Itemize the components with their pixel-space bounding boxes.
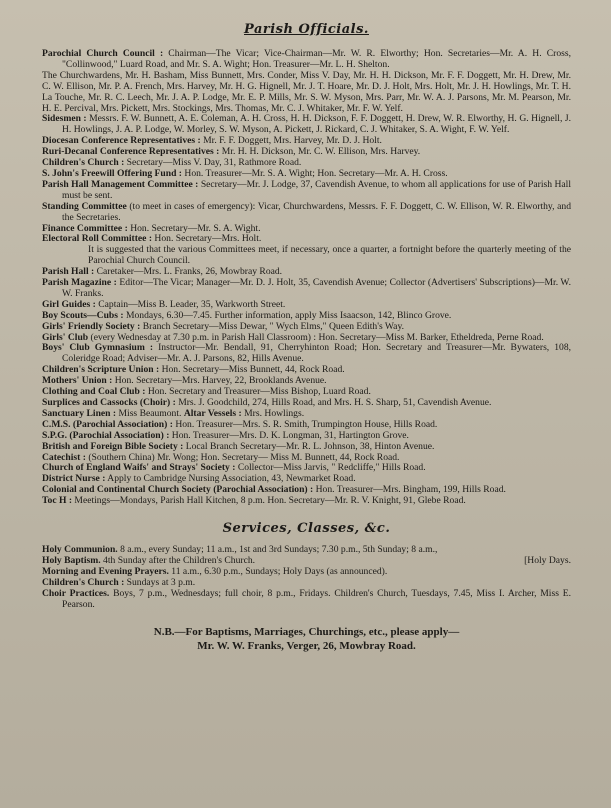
entry-childrens-church: Children's Church : Secretary—Miss V. Day, 31, Rathmore Road. bbox=[42, 157, 302, 169]
entry-district-nurse: District Nurse : Apply to Cambridge Nursing Association, 43, Newmarket Road. bbox=[42, 473, 356, 485]
committee-note: It is suggested that the various Committees meet, if necessary, once a quarter, a fortnight before the quarterly meeting of the Parochial Church Council. bbox=[88, 244, 571, 267]
entry-parish-magazine: Parish Magazine : Editor—The Vicar; Manager—Mr. D. J. Holt, 35, Cavendish Avenue; Collector (Advertisers' Subscriptions)—Mr. W. W. Franks. bbox=[42, 277, 572, 299]
nb-line-2: Mr. W. W. Franks, Verger, 26, Mowbray Road. bbox=[197, 639, 416, 652]
entry-finance-committee: Finance Committee : Hon. Secretary—Mr. S. A. Wight. bbox=[42, 222, 261, 234]
entry-mothers-union: Mothers' Union : Hon. Secretary—Mrs. Harvey, 22, Brooklands Avenue. bbox=[42, 375, 327, 387]
service-childrens-church: Children's Church : Sundays at 3 p.m. bbox=[42, 576, 196, 588]
entry-clothing-coal-club: Clothing and Coal Club : Hon. Secretary and Treasurer—Miss Bishop, Luard Road. bbox=[42, 386, 371, 398]
entry-girls-club: Girls' Club (every Wednesday at 7.30 p.m. in Parish Hall Classroom) : Hon. Secretary—Miss M. Barker, Etheldreda, Perne Road. bbox=[42, 331, 544, 343]
entry-girl-guides: Girl Guides : Captain—Miss B. Leader, 35, Warkworth Street. bbox=[42, 298, 286, 310]
page-title: Parish Officials. bbox=[244, 22, 369, 37]
holy-days-continuation: [Holy Days. bbox=[524, 554, 571, 566]
entry-ruri-decanal-conference: Ruri-Decanal Conference Representatives : Mr. H. H. Dickson, Mr. C. W. Ellison, Mrs. Harvey. bbox=[42, 146, 421, 158]
entry-electoral-roll: Electoral Roll Committee : Hon. Secretary—Mrs. Holt. bbox=[42, 233, 262, 245]
entry-cms: C.M.S. (Parochial Association) : Hon. Treasurer—Mrs. S. R. Smith, Trumpington House, Hills Road. bbox=[42, 418, 438, 430]
entry-bible-society: British and Foreign Bible Society : Local Branch Secretary—Mr. R. L. Johnson, 38, Hinton Avenue. bbox=[42, 440, 435, 452]
service-holy-communion: Holy Communion. 8 a.m., every Sunday; 11 a.m., 1st and 3rd Sundays; 7.30 p.m., 5th Sunday; 8 a.m., bbox=[42, 544, 438, 556]
services-list bbox=[42, 545, 571, 610]
entry-surplices-cassocks: Surplices and Cassocks (Choir) : Mrs. J. Goodchild, 274, Hills Road, and Mrs. H. S. Sharp, 51, Cavendish Avenue. bbox=[42, 397, 492, 408]
service-choir-practices: Choir Practices. Boys, 7 p.m., Wednesdays; full choir, 8 p.m., Fridays. Children's Church, Tuesdays, 7.45, Miss I. Archer, Miss E. Pearson. bbox=[42, 587, 571, 610]
entry-colonial-continental: Colonial and Continental Church Society (Parochial Association) : Hon. Treasurer—Mrs. Bingham, 199, Hills Road. bbox=[42, 484, 506, 496]
services-title: Services, Classes, &c. bbox=[222, 521, 391, 537]
entry-scripture-union: Children's Scripture Union : Hon. Secretary—Miss Bunnett, 44, Rock Road. bbox=[42, 364, 345, 376]
entry-freewill-offering: S. John's Freewill Offering Fund : Hon. Treasurer—Mr. S. A. Wight; Hon. Secretary—Mr. A. H. Cross. bbox=[42, 167, 448, 179]
entry-sidesmen: Sidesmen : Messrs. F. W. Bunnett, A. E. Coleman, A. H. Cross, H. H. Dickson, F. F. Doggett, H. Drew, W. R. Elworthy, H. G. Hignell, J. H. Howlings, J. A. P. Lodge, W. Morley, S. W. Myson, A. Pickett, J. Rickard, C. J. Whitaker, S. A. Wight, F. W. Yelf. bbox=[42, 113, 571, 136]
entry-diocesan-conference: Diocesan Conference Representatives : Mr. F. F. Doggett, Mrs. Harvey, Mr. D. J. Holt. bbox=[42, 135, 382, 147]
officials-list bbox=[42, 49, 571, 507]
entry-boy-scouts: Boy Scouts—Cubs : Mondays, 6.30—7.45. Further information, apply Miss Isaacson, 142, Blinco Grove. bbox=[42, 309, 452, 321]
entry-toc-h: Toc H : Meetings—Mondays, Parish Hall Kitchen, 8 p.m. Hon. Secretary—Mr. R. V. Knight, 91, Glebe Road. bbox=[42, 495, 466, 507]
service-morning-evening-prayers: Morning and Evening Prayers. 11 a.m., 6.30 p.m., Sundays; Holy Days (as announced). bbox=[42, 565, 388, 577]
entry-waifs-strays: Church of England Waifs' and Strays' Society : Collector—Miss Jarvis, " Redcliffe," Hills Road. bbox=[42, 462, 426, 474]
nb-notice bbox=[42, 625, 571, 653]
service-holy-baptism: Holy Baptism. 4th Sunday after the Children's Church. [Holy Days. bbox=[42, 554, 571, 566]
entry-catechist: Catechist : (Southern China) Mr. Wong; Hon. Secretary— Miss M. Bunnett, 44, Rock Road. bbox=[42, 451, 400, 463]
entry-standing-committee: Standing Committee (to meet in cases of emergency): Vicar, Churchwardens, Messrs. F. F. Doggett, C. W. Ellison, W. R. Elworthy, and the Secretaries. bbox=[42, 200, 571, 223]
entry-parish-hall-committee: Parish Hall Management Committee : Secretary—Mr. J. Lodge, 37, Cavendish Avenue, to whom all applications for use of Parish Hall must be sent. bbox=[42, 178, 571, 201]
nb-line-1: N.B.—For Baptisms, Marriages, Churchings, etc., please apply— bbox=[153, 625, 460, 638]
entry-boys-club-gymnasium: Boys' Club Gymnasium : Instructor—Mr. Bendall, 91, Cherryhinton Road; Hon. Secretary and Treasurer—Mr. Bywaters, 108, Coleridge Road; Adviser—Mr. A. J. Parsons, 82, Hills Avenue. bbox=[42, 342, 572, 365]
entry-parochial-church-council: Parochial Church Council : Chairman—The Vicar; Vice-Chairman—Mr. W. R. Elworthy; Hon. Secretaries—Mr. A. H. Cross, "Collinwood," Luard Road, and Mr. S. A. Wight; Hon. Treasurer—Mr. L. H. Shelton. bbox=[42, 48, 571, 70]
entry-spg: S.P.G. (Parochial Association) : Hon. Treasurer—Mrs. D. K. Longman, 31, Hartington Grove. bbox=[42, 429, 409, 441]
entry-sanctuary-linen: Sanctuary Linen : Miss Beaumont. Altar Vessels : Mrs. Howlings. bbox=[42, 407, 305, 419]
entry-parish-hall: Parish Hall : Caretaker—Mrs. L. Franks, 26, Mowbray Road. bbox=[42, 266, 283, 278]
entry-girls-friendly-society: Girls' Friendly Society : Branch Secretary—Miss Dewar, " Wych Elms," Queen Edith's Way. bbox=[42, 320, 405, 332]
entry-council-members: The Churchwardens, Mr. H. Basham, Miss Bunnett, Mrs. Conder, Miss V. Day, Mr. H. H. Dickson, Mr. F. F. Doggett, Mr. H. Drew, Mr. C. W. Ellison, Mr. P. A. French, Mrs. Harvey, Mr. H. G. Hignell, Mr. J. T. Hoare, Mr. D. J. Holt, Mrs. Holt, Mr. J. H. Howlings, Mr. T. H. La Touche, Mr. R. C. Leech, Mr. J. A. P. Lodge, Mr. E. P. Mills, Mr. S. W. Myson, Mrs. Parr, Mr. W. A. J. Parsons, Mr. M. Pearson, Mr. H. E. Percival, Mrs. Pickett, Mrs. Stockings, Mrs. Thomas, Mr. C. J. Whitaker, Mr. F. W. Yelf. bbox=[42, 69, 571, 114]
